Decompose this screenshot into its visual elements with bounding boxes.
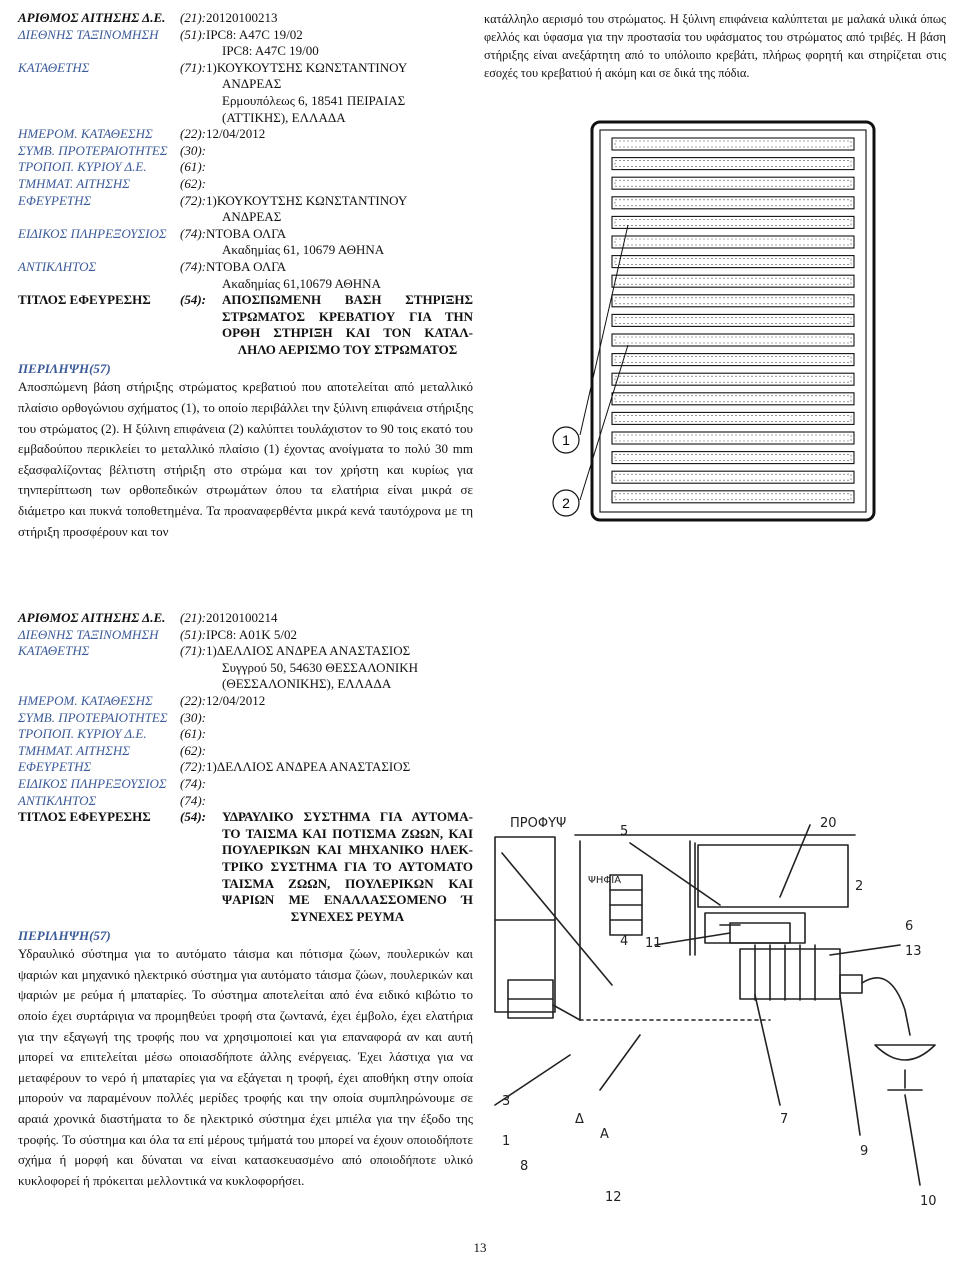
meta-code: (71): bbox=[180, 59, 206, 75]
meta-code: (61): bbox=[180, 159, 206, 175]
meta-value: Ερμουπόλεως 6, 18541 ΠΕΙΡΑΙΑΣ bbox=[222, 92, 406, 108]
meta-code: (62): bbox=[180, 742, 206, 758]
meta-code: (51): bbox=[180, 626, 206, 642]
entry2-meta-row bbox=[18, 793, 473, 810]
entry-1-metadata bbox=[18, 10, 473, 292]
title-line: ΠΟΥΛΕΡΙΚΩΝ ΚΑΙ ΜΗΧΑΝΙΚΟ ΗΛΕΚ- bbox=[222, 842, 473, 858]
figure-label-delta: Δ bbox=[575, 1112, 584, 1127]
meta-label: ΚΑΤΑΘΕΤΗΣ bbox=[18, 643, 90, 659]
meta-code: (74): bbox=[180, 792, 206, 808]
entry-2-drawing bbox=[480, 805, 950, 1250]
figure-label-20: 20 bbox=[820, 816, 837, 831]
outlet-box bbox=[840, 975, 862, 993]
slat bbox=[612, 138, 854, 150]
figure-label-13: 13 bbox=[905, 944, 922, 959]
mechanism-block bbox=[730, 923, 790, 943]
meta-label: ΕΙΔΙΚΟΣ ΠΛΗΡΕΞΟΥΣΙΟΣ bbox=[18, 225, 167, 241]
entry-1-title bbox=[180, 292, 473, 358]
meta-label: ΤΡΟΠΟΠ. ΚΥΡΙΟΥ Δ.Ε. bbox=[18, 159, 147, 175]
patent-entry-1 bbox=[0, 0, 960, 560]
meta-code: (51): bbox=[180, 26, 206, 42]
entry2-meta-row bbox=[18, 759, 473, 776]
meta-code: (74): bbox=[180, 775, 206, 791]
meta-code: (74): bbox=[180, 258, 206, 274]
entry1-meta-row bbox=[18, 226, 473, 259]
entry-2-abstract: Υδραυλικό σύστημα για το αυτόματο τάισμα και πότισμα ζώων, πουλερικών και ψαριών και μηχανικό ηλεκτρικό σύστημα για αυτόματο τάισμα ζώων, πουλερικών και ψαριών με ρεύμα ή μπαταρίες. Το σύστημα αποτελείται από ένα ειδικό κιβώτιο το οποίο έχει συρτάριγια να προμηθεύει τροφή στα ζωντανά, έχει έμβολο, έχει ελατήρια για την εξαγωγή της τροφής που να χρησιμοποιεί και για επαναφορά αν και αυτή μπορεί να επιτελείται μέσω οποιασδήποτε άλλης ενέργειας. Έχει λάστιχα για να μεταφέρουν το νερό ή μπαταρίες για να εξάγεται η τροφή, έχει αποθήκη στην οποία μπορούν να παραμένουν πολλές μερίδες τροφής και την οποία συμπληρώνουμε σε αραιά χρονικά διαστήματα το δε ηλεκτρικό σύστημα έχει μπιέλα για την έξοδο της τροφής. Το σύστημα και όλα τα επί μέρους τμήματά του μπορεί να έχουν οποιοδήποτε σχήμα ή μορφή και δύναται να είναι κατασκευασμένο από οποιοδήποτε υλικό κυκλοφορεί ή πρόκειται μελλοντικά να κυκλοφορήσει. bbox=[18, 946, 473, 1188]
meta-code: (62): bbox=[180, 175, 206, 191]
entry-2-metadata bbox=[18, 610, 473, 809]
entry-1-right-column bbox=[484, 10, 946, 82]
figure-label-3: 3 bbox=[502, 1094, 511, 1109]
figure-label-9: 9 bbox=[860, 1144, 869, 1159]
callout-label-1: 1 bbox=[562, 432, 570, 448]
meta-value: 1)ΚΟΥΚΟΥΤΣΗΣ ΚΩΝΣΤΑΝΤΙΝΟΥ bbox=[206, 192, 408, 208]
slat bbox=[612, 432, 854, 444]
mattress-base-drawing bbox=[480, 110, 940, 530]
meta-code: (21): bbox=[180, 10, 206, 25]
entry-2-title-label: ΤΙΤΛΟΣ ΕΦΕΥΡΕΣΗΣ bbox=[18, 809, 151, 825]
feed-bowl bbox=[875, 1045, 935, 1060]
meta-value: 20120100213 bbox=[206, 10, 278, 25]
slat bbox=[612, 354, 854, 366]
figure-label-6: 6 bbox=[905, 919, 914, 934]
slat bbox=[612, 491, 854, 503]
slat bbox=[612, 471, 854, 483]
feed-pipe bbox=[862, 978, 910, 1035]
entry-2-title-row: ΤΙΤΛΟΣ ΕΦΕΥΡΕΣΗΣ (54): bbox=[18, 809, 206, 825]
meta-value: Ακαδημίας 61,10679 ΑΘΗΝΑ bbox=[222, 275, 381, 291]
meta-label: ΣΥΜΒ. ΠΡΟΤΕΡΑΙΟΤΗΤΕΣ bbox=[18, 709, 168, 725]
entry-1-abstract: Αποσπώμενη βάση στήριξης στρώματος κρεβατιού που αποτελείται από μεταλλικό πλαίσιο ορθογώνιου σχήματος (1), το οποίο περιβάλλει την ξύλινη επιφάνεια στήριξης του στρώματος (2). Η ξύλινη επιφάνεια (2) καλύπτει τουλάχιστον το 90 τοις εκατό του εμβαδούπου περικλείει το μεταλλικό πλαίσιο (1) έχοντας ανοίγματα το πολύ 30 mm εξασφαλίζοντας βέλτιστη στήριξη στο στρώμα και τον χρήστη και κυρίως για τηνπερίπτωση των ορθοπεδικών στρωμάτων όπου τα ελατήρια είναι μικρά σε διάμετρο και πυκνά τοποθετημένα. Τα προαναφερθέντα μικρά κενά ταυτόχρονα με τη στήριξη προσφέρουν και τον bbox=[18, 379, 473, 539]
figure-label-7: 7 bbox=[780, 1112, 789, 1127]
entry2-meta-row bbox=[18, 693, 473, 710]
meta-code: (30): bbox=[180, 709, 206, 725]
slat bbox=[612, 158, 854, 170]
meta-code: (21): bbox=[180, 610, 206, 625]
meta-code: (71): bbox=[180, 643, 206, 659]
entry2-meta-row bbox=[18, 627, 473, 644]
meta-label: ΚΑΤΑΘΕΤΗΣ bbox=[18, 59, 90, 75]
entry1-meta-row bbox=[18, 159, 473, 176]
meta-value: ΝΤΟΒΑ ΟΛΓΑ bbox=[206, 225, 287, 241]
entry2-meta-row bbox=[18, 643, 473, 693]
meta-label: ΑΝΤΙΚΛΗΤΟΣ bbox=[18, 258, 97, 274]
entry2-meta-row bbox=[18, 776, 473, 793]
entry-1-title-row: ΤΙΤΛΟΣ ΕΦΕΥΡΕΣΗΣ (54): bbox=[18, 292, 206, 308]
meta-value: IPC8: A01K 5/02 bbox=[206, 626, 298, 642]
meta-value: (ΑΤΤΙΚΗΣ), ΕΛΛΑΔΑ bbox=[222, 109, 346, 125]
storage-box bbox=[495, 837, 555, 1012]
entry2-meta-row bbox=[18, 743, 473, 760]
figure-label-10: 10 bbox=[920, 1194, 937, 1209]
title-line: ΤΡΙΚΟ ΣΥΣΤΗΜΑ ΓΙΑ ΤΟ ΑΥΤΟΜΑΤΟ bbox=[222, 858, 473, 874]
title-line: ΑΠΟΣΠΩΜΕΝΗ ΒΑΣΗ ΣΤΗΡΙΞΗΣ bbox=[222, 292, 473, 308]
meta-label: ΕΦΕΥΡΕΤΗΣ bbox=[18, 759, 92, 775]
entry1-meta-row bbox=[18, 193, 473, 226]
figure-label-alpha: Α bbox=[600, 1127, 609, 1142]
entry1-meta-row bbox=[18, 10, 473, 27]
entry2-meta-row bbox=[18, 710, 473, 727]
entry1-meta-row bbox=[18, 176, 473, 193]
title-line: ΤΟ ΤΑΙΣΜΑ ΚΑΙ ΠΟΤΙΣΜΑ ΖΩΩΝ, ΚΑΙ bbox=[222, 825, 473, 841]
slat bbox=[612, 295, 854, 307]
slat bbox=[612, 236, 854, 248]
meta-code: (74): bbox=[180, 225, 206, 241]
meta-value: 20120100214 bbox=[206, 610, 278, 625]
meta-value: IPC8: A47C 19/00 bbox=[222, 43, 319, 59]
meta-value: Ακαδημίας 61, 10679 ΑΘΗΝΑ bbox=[222, 242, 385, 258]
meta-code: (72): bbox=[180, 759, 206, 775]
entry-2-abstract-heading: ΠΕΡΙΛΗΨΗ(57) bbox=[18, 928, 111, 944]
slat bbox=[612, 275, 854, 287]
figure-label-profile: ΠΡΟΦΥΨ bbox=[510, 816, 567, 831]
title-line: ΟΡΘΗ ΣΤΗΡΙΞΗ ΚΑΙ ΤΟΝ ΚΑΤΑΛ- bbox=[222, 325, 473, 341]
meta-code: (61): bbox=[180, 726, 206, 742]
meta-label: ΤΡΟΠΟΠ. ΚΥΡΙΟΥ Δ.Ε. bbox=[18, 726, 147, 742]
entry-1-drawing bbox=[480, 110, 940, 535]
meta-value: 1)ΔΕΛΛΙΟΣ ΑΝΔΡΕΑ ΑΝΑΣΤΑΣΙΟΣ bbox=[206, 759, 411, 775]
meta-label: ΕΙΔΙΚΟΣ ΠΛΗΡΕΞΟΥΣΙΟΣ bbox=[18, 775, 167, 791]
title-line: ΣΤΡΩΜΑΤΟΣ ΚΡΕΒΑΤΙΟΥ ΓΙΑ ΤΗΝ bbox=[222, 308, 473, 324]
meta-value: 12/04/2012 bbox=[206, 692, 266, 708]
entry2-meta-row bbox=[18, 726, 473, 743]
slat bbox=[612, 216, 854, 228]
meta-value: IPC8: A47C 19/02 bbox=[206, 26, 303, 42]
figure-label-1: 1 bbox=[502, 1134, 511, 1149]
meta-label: ΑΡΙΘΜΟΣ ΑΙΤΗΣΗΣ Δ.Ε. bbox=[18, 610, 166, 625]
figure-label-5: 5 bbox=[620, 824, 629, 839]
meta-value: Συγγρού 50, 54630 ΘΕΣΣΑΛΟΝΙΚΗ bbox=[222, 659, 419, 675]
figure-label-4: 4 bbox=[620, 934, 629, 949]
figure-label-12: 12 bbox=[605, 1190, 622, 1205]
slat bbox=[612, 197, 854, 209]
entry1-meta-row bbox=[18, 259, 473, 292]
figure-label-digits: ΨΗΦΙΑ bbox=[588, 875, 622, 886]
entry-1-details bbox=[18, 10, 473, 542]
meta-value: ΑΝΔΡΕΑΣ bbox=[222, 209, 282, 225]
meta-label: ΑΝΤΙΚΛΗΤΟΣ bbox=[18, 792, 97, 808]
entry1-meta-row bbox=[18, 27, 473, 60]
meta-code: (22): bbox=[180, 126, 206, 142]
wooden-slats bbox=[612, 138, 854, 503]
meta-label: ΕΦΕΥΡΕΤΗΣ bbox=[18, 192, 92, 208]
meta-value: ΝΤΟΒΑ ΟΛΓΑ bbox=[206, 258, 287, 274]
entry-1-abstract-continuation: κατάλληλο αερισμό του στρώματος. Η ξύλινη επιφάνεια καλύπτεται με μαλακά υλικά όπως φελλός και ύφασμα για την προστασία του υφάσματος του στρώματος από τριβές. Η βάση στήριξης είναι ανεξάρτητη από το υπόλοιπο κρεβάτι, πλήρως φορητή και στηρίζεται στις εσοχές του κρεβατιού ή ακόμη και σε δικά της πόδια. bbox=[484, 12, 946, 80]
title-line: ΛΗΛΟ ΑΕΡΙΣΜΟ ΤΟΥ ΣΤΡΩΜΑΤΟΣ bbox=[237, 341, 458, 357]
callout-label-2: 2 bbox=[562, 495, 570, 511]
title-line: ΣΥΝΕΧΕΣ ΡΕΥΜΑ bbox=[290, 908, 405, 924]
meta-label: ΑΡΙΘΜΟΣ ΑΙΤΗΣΗΣ Δ.Ε. bbox=[18, 10, 166, 25]
meta-label: ΗΜΕΡΟΜ. ΚΑΤΑΘΕΣΗΣ bbox=[18, 692, 153, 708]
title-line: ΨΑΡΙΩΝ ΜΕ ΕΝΑΛΛΑΣΣΟΜΕΝΟ Ή bbox=[222, 892, 473, 908]
entry1-meta-row bbox=[18, 143, 473, 160]
title-line: ΤΑΙΣΜΑ ΖΩΩΝ, ΠΟΥΛΕΡΙΚΩΝ ΚΑΙ bbox=[222, 875, 473, 891]
slat bbox=[612, 334, 854, 346]
meta-value: 1)ΔΕΛΛΙΟΣ ΑΝΔΡΕΑ ΑΝΑΣΤΑΣΙΟΣ bbox=[206, 643, 411, 659]
meta-code: (72): bbox=[180, 192, 206, 208]
slat bbox=[612, 373, 854, 385]
meta-code: (30): bbox=[180, 142, 206, 158]
entry-1-title-label: ΤΙΤΛΟΣ ΕΦΕΥΡΕΣΗΣ bbox=[18, 292, 151, 308]
meta-code: (22): bbox=[180, 692, 206, 708]
slat bbox=[612, 412, 854, 424]
meta-value: 1)ΚΟΥΚΟΥΤΣΗΣ ΚΩΝΣΤΑΝΤΙΝΟΥ bbox=[206, 59, 408, 75]
page-number: 13 bbox=[473, 1240, 487, 1255]
title-line: ΥΔΡΑΥΛΙΚΟ ΣΥΣΤΗΜΑ ΓΙΑ ΑΥΤΟΜΑ- bbox=[222, 809, 473, 825]
slat bbox=[612, 256, 854, 268]
entry-1-abstract-heading: ΠΕΡΙΛΗΨΗ(57) bbox=[18, 361, 111, 377]
meta-label: ΗΜΕΡΟΜ. ΚΑΤΑΘΕΣΗΣ bbox=[18, 126, 153, 142]
meta-label: ΔΙΕΘΝΗΣ ΤΑΞΙΝΟΜΗΣΗ bbox=[18, 26, 159, 42]
figure-label-11: 11 bbox=[645, 936, 662, 951]
figure-label-2: 2 bbox=[855, 879, 864, 894]
entry2-meta-row bbox=[18, 610, 473, 627]
entry-2-details bbox=[18, 610, 473, 1191]
entry1-meta-row bbox=[18, 60, 473, 126]
upper-container bbox=[698, 845, 848, 907]
feeder-system-sketch bbox=[480, 805, 950, 1245]
figure-label-8: 8 bbox=[520, 1159, 529, 1174]
entry1-meta-row bbox=[18, 126, 473, 143]
entry-2-title bbox=[180, 809, 473, 925]
meta-value: (ΘΕΣΣΑΛΟΝΙΚΗΣ), ΕΛΛΑΔΑ bbox=[222, 676, 392, 692]
meta-label: ΤΜΗΜΑΤ. ΑΙΤΗΣΗΣ bbox=[18, 175, 130, 191]
meta-value: ΑΝΔΡΕΑΣ bbox=[222, 76, 282, 92]
slat bbox=[612, 314, 854, 326]
patent-entry-2 bbox=[0, 600, 960, 1240]
meta-label: ΣΥΜΒ. ΠΡΟΤΕΡΑΙΟΤΗΤΕΣ bbox=[18, 142, 168, 158]
meta-value: 12/04/2012 bbox=[206, 126, 266, 142]
slat bbox=[612, 177, 854, 189]
slat bbox=[612, 393, 854, 405]
slat bbox=[612, 452, 854, 464]
meta-label: ΤΜΗΜΑΤ. ΑΙΤΗΣΗΣ bbox=[18, 742, 130, 758]
meta-label: ΔΙΕΘΝΗΣ ΤΑΞΙΝΟΜΗΣΗ bbox=[18, 626, 159, 642]
